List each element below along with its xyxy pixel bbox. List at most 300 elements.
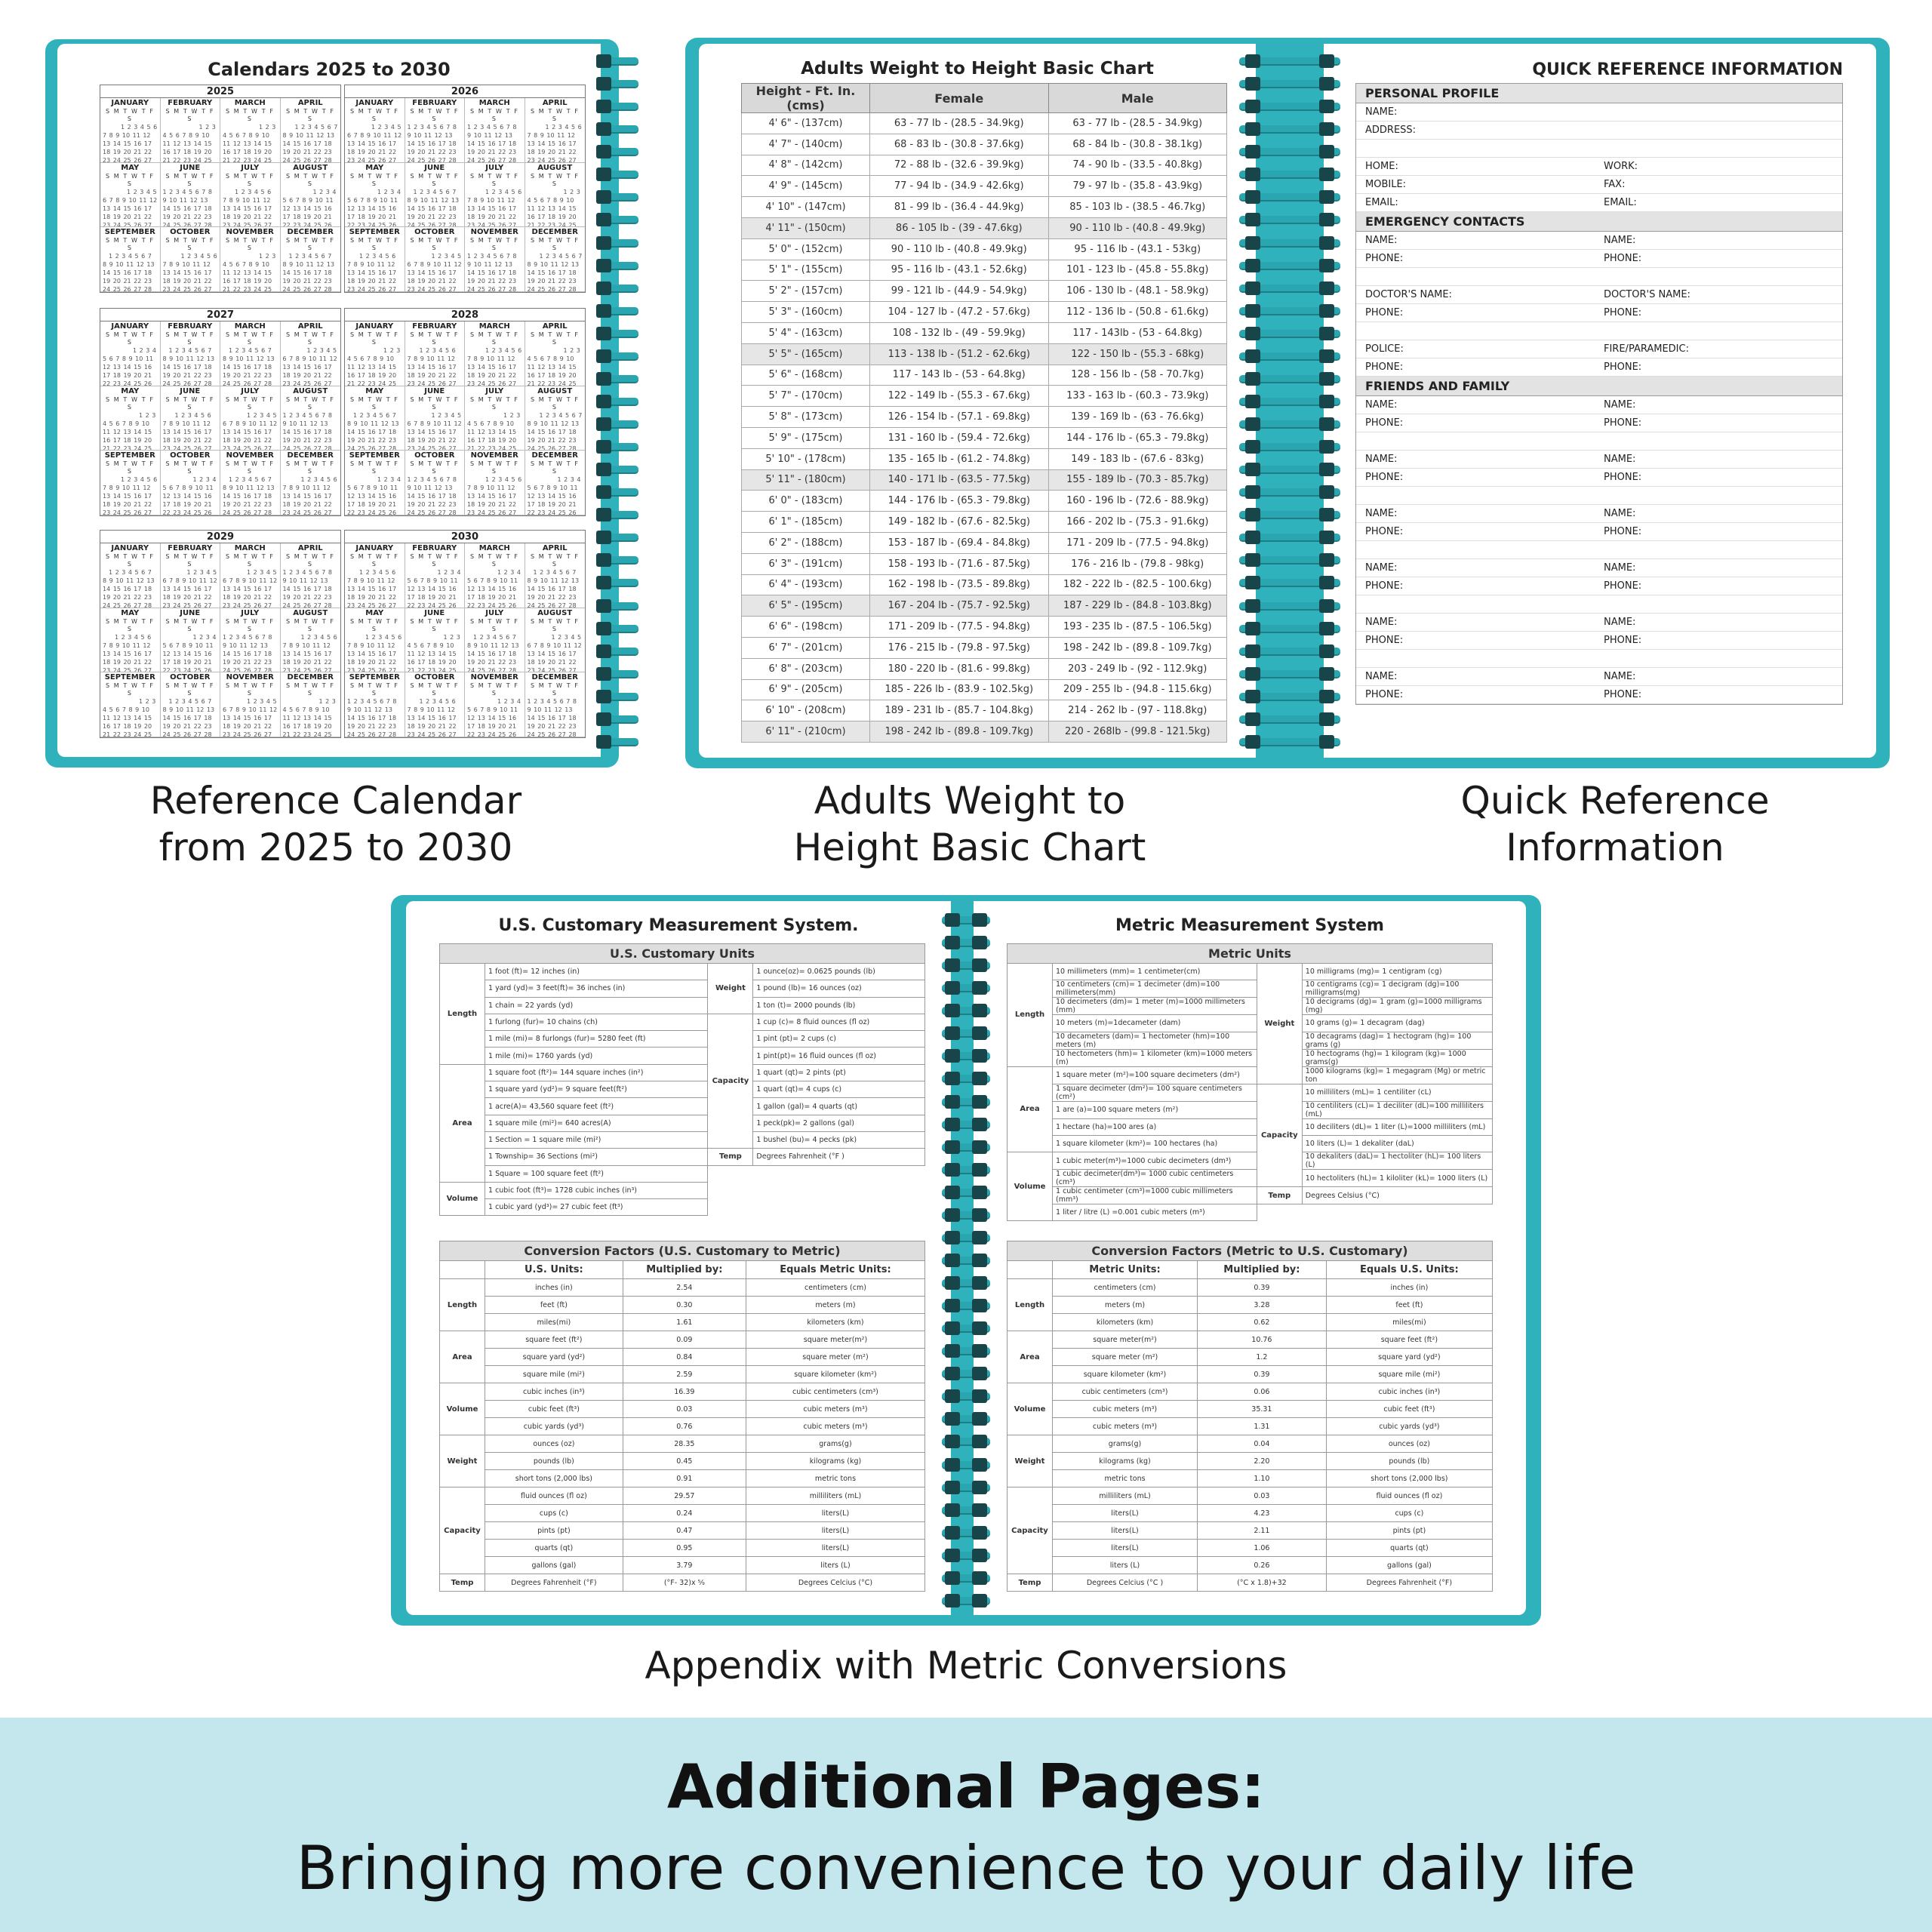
conversion-cell: cubic meters (m³): [746, 1401, 924, 1418]
unit-definition: 1 Square = 100 square feet (ft²): [485, 1165, 708, 1182]
coil-hole: [945, 1208, 960, 1222]
coil-ring: [1239, 712, 1340, 726]
month-label: FEBRUARY: [168, 322, 213, 331]
month-label: MAY: [121, 163, 140, 172]
weekday-header: S M T W T F S: [225, 237, 275, 252]
weekday-header: S M T W T F S: [410, 172, 460, 187]
table-header-row: [742, 84, 1227, 113]
coil-hole: [596, 122, 611, 136]
category-label: Weight: [1257, 964, 1302, 1084]
conversion-cell: 0.47: [623, 1522, 746, 1540]
coil-ring: [1239, 417, 1340, 431]
unit-definition: 10 decagrams (dag)= 1 hectogram (hg)= 100 grams (g): [1302, 1032, 1492, 1049]
form-row: [1356, 232, 1842, 250]
column-header: Male: [1048, 84, 1227, 113]
coil-hole: [945, 1526, 960, 1540]
month-cell: [220, 98, 281, 163]
coil-hole: [1319, 349, 1334, 363]
month-grid: [100, 98, 340, 292]
month-label: OCTOBER: [414, 673, 455, 682]
weekday-header: S M T W T F S: [105, 108, 155, 122]
table-row: [742, 197, 1227, 218]
month-label: JANUARY: [355, 322, 394, 331]
month-days: 1 2 3 4 5 6 7 8 9 10 11 12 13 14 15 16 17 18 19 20 21 22 23 24 25 26 27 28: [527, 569, 580, 608]
coil-hole: [1245, 690, 1260, 703]
month-label: OCTOBER: [170, 673, 211, 682]
coil-ring: [596, 485, 638, 499]
conversion-cell: kilograms (kg): [1053, 1453, 1198, 1470]
month-days: 1 2 3 4 5 6 7 8 9 10 11 12 13 14 15 16 17 18 19 20 21 22 23 24 25 26 27 28: [467, 253, 517, 292]
coil-hole: [945, 1004, 960, 1017]
field-label: PHONE:: [1604, 361, 1642, 373]
units-header-row: [440, 944, 925, 964]
field-label: [1356, 432, 1595, 450]
table-cell: 5' 9" - (175cm): [742, 427, 870, 448]
table-cell: 5' 2" - (157cm): [742, 281, 870, 302]
units-row: [440, 1064, 925, 1081]
conversion-cell: 0.30: [623, 1297, 746, 1314]
month-cell: [281, 608, 341, 673]
unit-definition: 10 meters (m)=1decameter (dam): [1053, 1015, 1257, 1032]
conversion-cell: miles(mi): [485, 1314, 623, 1331]
category-label: Area: [440, 1064, 485, 1182]
field-label: PHONE:: [1365, 307, 1404, 318]
month-cell: [281, 386, 341, 451]
coil-ring: [942, 936, 990, 949]
banner-heading: Additional Pages:: [666, 1752, 1266, 1822]
month-days: 1 2 3 4 5 6 7 8 9 10 11 12 13 14 15 16 17 18 19 20 21 22 23 24 25 26: [467, 569, 521, 608]
conversion-cell: 0.76: [623, 1418, 746, 1435]
conversion-cell: (°F- 32)x ⁵⁄₉: [623, 1574, 746, 1592]
conversion-cell: 0.26: [1198, 1557, 1327, 1574]
month-label: MAY: [121, 386, 140, 395]
month-days: 1 2 3 4 5 6 7 8 9 10 11 12 13 14 15 16 17 18 19 20 21 22 23 24 25 26 27: [223, 698, 278, 737]
month-days: 1 2 3 4 5 6 7 8 9 10 11 12 13 14 15 16 17 18 19 20 21 22 23 24 25 26 27 28: [527, 698, 577, 737]
quick-reference-page: [1324, 44, 1876, 758]
column-header: Height - Ft. In.(cms): [742, 84, 870, 113]
month-label: MAY: [365, 608, 384, 617]
field-label: [1595, 595, 1613, 613]
coil-hole: [1245, 712, 1260, 726]
weekday-header: S M T W T F S: [410, 395, 460, 411]
coil-hole: [1245, 213, 1260, 226]
month-days: 1 2 3 4 5 6 7 8 9 10 11 12 13 14 15 16 17 18 19 20 21 22 23 24 25 26 27 28: [223, 633, 272, 673]
table-cell: 160 - 196 lb - (72.6 - 88.9kg): [1048, 491, 1227, 512]
form-row: [1356, 505, 1842, 523]
weekday-header: S M T W T F S: [349, 395, 399, 411]
coil-hole: [596, 599, 611, 613]
month-days: 1 2 3 4 5 6 7 8 9 10 11 12 13 14 15 16 17 18 19 20 21 22 23 24 25 26 27 28: [282, 569, 333, 608]
conversion-cell: 0.95: [623, 1540, 746, 1557]
field-label: [1595, 322, 1613, 340]
coil-ring: [1239, 349, 1340, 363]
coil-hole: [945, 1412, 960, 1426]
form-row: [1356, 286, 1842, 304]
coil-hole: [596, 168, 611, 181]
table-cell: 5' 5" - (165cm): [742, 343, 870, 365]
month-days: 1 2 3 4 5 6 7 8 9 10 11 12 13 14 15 16 17 18 19 20 21 22 23 24 25 26 27: [223, 411, 278, 451]
month-days: 1 2 3 4 5 6 7 8 9 10 11 12 13 14 15 16 17 18 19 20 21 22 23 24 25 26 27: [467, 188, 522, 228]
coil-ring: [596, 122, 638, 136]
coil-ring: [596, 190, 638, 204]
unit-definition: 1 square kilometer (km²)= 100 hectares (ha): [1053, 1135, 1257, 1152]
month-days: 1 2 3 4 5 6 7 8 9 10 11 12 13 14 15 16 17 18 19 20 21 22 23 24 25 26: [347, 188, 401, 228]
form-row: [1356, 523, 1842, 541]
coil-hole: [972, 1321, 987, 1335]
month-cell: [465, 227, 525, 292]
conversion-cell: cups (c): [1326, 1505, 1492, 1522]
conversion-row: [440, 1279, 925, 1297]
unit-definition: 10 decameters (dam)= 1 hectometer (hm)=100 meters (m): [1053, 1032, 1257, 1049]
month-days: 1 2 3 4 5 6 7 8 9 10 11 12 13 14 15 16 17 18 19 20 21 22 23 24 25 26 27 28: [527, 411, 583, 451]
conversion-cell: pints (pt): [1326, 1522, 1492, 1540]
month-cell: [220, 163, 281, 228]
month-cell: [525, 98, 586, 163]
conversion-cell: square kilometer (km²): [746, 1366, 924, 1383]
section-header: FRIENDS AND FAMILY: [1356, 377, 1842, 396]
conversion-cell: meters (m): [1053, 1297, 1198, 1314]
weekday-header: S M T W T F S: [349, 682, 399, 697]
coil-hole: [596, 54, 611, 68]
table-cell: 5' 7" - (170cm): [742, 386, 870, 407]
coil-hole: [1319, 213, 1334, 226]
conversion-cell: metric tons: [1053, 1470, 1198, 1487]
conversion-cell: pounds (lb): [1326, 1453, 1492, 1470]
form-row: [1356, 358, 1842, 377]
month-cell: [345, 163, 405, 228]
coil-hole: [972, 1389, 987, 1403]
month-cell: [525, 543, 586, 608]
field-label: NAME:: [1604, 235, 1636, 246]
month-days: 1 2 3 4 5 6 7 8 9 10 11 12 13 14 15 16 17 18 19 20 21 22 23 24 25 26 27 28: [467, 633, 519, 673]
table-row: [742, 217, 1227, 238]
field-label: PHONE:: [1365, 472, 1404, 483]
unit-definition: 1 cubic centimeter (cm³)=1000 cubic millimeters (mm³): [1053, 1187, 1257, 1204]
weekday-header: S M T W T F S: [285, 395, 335, 411]
coil-hole: [1245, 463, 1260, 476]
conversion-cell: centimeters (cm): [1053, 1279, 1198, 1297]
coil-hole: [596, 236, 611, 250]
field-label: NAME:: [1604, 562, 1636, 574]
conversion-cell: liters (L): [1053, 1557, 1198, 1574]
coil-hole: [1245, 145, 1260, 158]
conversion-cell: 3.28: [1198, 1297, 1327, 1314]
conversion-cell: pints (pt): [485, 1522, 623, 1540]
field-label: NAME:: [1365, 617, 1398, 628]
month-days: 1 2 3 4 5 6 7 8 9 10 11 12 13 14 15 16 17 18 19 20 21 22 23 24 25 26 27: [223, 569, 278, 608]
conversion-row: [1008, 1297, 1493, 1314]
coil-hole: [972, 936, 987, 949]
units-row: [1008, 1015, 1493, 1032]
conversion-cell: milliliters (mL): [1053, 1487, 1198, 1505]
coil-hole: [972, 1186, 987, 1199]
form-row: [1356, 577, 1842, 595]
weekday-header: S M T W T F S: [105, 172, 155, 187]
month-cell: [525, 451, 586, 515]
month-grid: [345, 321, 585, 515]
conversion-row: [1008, 1487, 1493, 1505]
unit-definition: 1 foot (ft)= 12 inches (in): [485, 964, 708, 980]
month-cell: [465, 98, 525, 163]
weekday-header: S M T W T F S: [225, 553, 275, 568]
coil-ring: [596, 259, 638, 272]
coil-hole: [1319, 508, 1334, 521]
field-label: PHONE:: [1604, 689, 1642, 700]
coil-ring: [1239, 440, 1340, 454]
month-cell: [345, 386, 405, 451]
weekday-header: S M T W T F S: [165, 682, 215, 697]
conversion-row: [1008, 1366, 1493, 1383]
table-row: [742, 553, 1227, 574]
weekday-header: S M T W T F S: [469, 331, 519, 346]
conversion-cell: kilograms (kg): [746, 1453, 924, 1470]
conversion-cell: square feet (ft²): [485, 1331, 623, 1349]
form-row: [1356, 432, 1842, 451]
coil-hole: [596, 576, 611, 589]
conversion-row: [440, 1557, 925, 1574]
weekday-header: S M T W T F S: [410, 460, 460, 475]
coil-hole: [596, 304, 611, 318]
coil-ring: [596, 508, 638, 521]
form-row: [1356, 250, 1842, 268]
unit-definition: 1 acre(A)= 43,560 square feet (ft²): [485, 1098, 708, 1115]
coil-hole: [972, 1503, 987, 1517]
conversion-cell: Degrees Fahrenheit (°F): [485, 1574, 623, 1592]
field-label: POLICE:: [1365, 343, 1404, 355]
table-cell: 176 - 216 lb - (79.8 - 98kg): [1048, 553, 1227, 574]
form-row: [1356, 559, 1842, 577]
caption-line: Information: [1506, 826, 1724, 869]
field-label: DOCTOR'S NAME:: [1365, 289, 1452, 300]
conversion-row: [1008, 1331, 1493, 1349]
table-cell: 90 - 110 lb - (40.8 - 49.9kg): [870, 238, 1049, 260]
quickref-caption: [1370, 777, 1860, 871]
month-label: JULY: [241, 608, 260, 617]
table-cell: 5' 4" - (163cm): [742, 322, 870, 343]
table-cell: 117 - 143lb - (53 - 64.8kg): [1048, 322, 1227, 343]
unit-definition: 10 decimeters (dm)= 1 meter (m)=1000 millimeters (mm): [1053, 998, 1257, 1015]
table-cell: 108 - 132 lb - (49 - 59.9kg): [870, 322, 1049, 343]
table-cell: 6' 0" - (183cm): [742, 491, 870, 512]
column-header: Equals U.S. Units:: [1326, 1261, 1492, 1279]
month-label: JUNE: [424, 163, 445, 172]
field-label: PHONE:: [1604, 580, 1642, 592]
conversion-cell: kilometers (km): [1053, 1314, 1198, 1331]
unit-definition: 10 centiliters (cL)= 1 deciliter (dL)=100 milliliters (mL): [1302, 1101, 1492, 1118]
month-cell: [100, 543, 161, 608]
units-row: [440, 980, 925, 997]
month-label: SEPTEMBER: [104, 228, 155, 237]
coil-ring: [1239, 508, 1340, 521]
field-label: NAME:: [1604, 617, 1636, 628]
month-days: 1 2 3 4 5 6 7 8 9 10 11 12 13 14 15 16 17 18 19 20 21 22 23 24 25: [527, 188, 580, 228]
weekday-header: S M T W T F S: [165, 460, 215, 475]
unit-definition: 1 cubic foot (ft³)= 1728 cubic inches (in³): [485, 1182, 708, 1198]
month-label: MARCH: [234, 99, 266, 107]
coil-hole: [972, 1095, 987, 1109]
table-row: [742, 637, 1227, 658]
caption-line: Reference Calendar: [149, 779, 522, 823]
conversion-cell: cubic meters (m³): [1053, 1418, 1198, 1435]
coil-hole: [945, 1458, 960, 1472]
month-cell: [525, 672, 586, 737]
coil-ring: [1239, 645, 1340, 658]
coil-hole: [972, 1004, 987, 1017]
unit-definition: 10 dekaliters (daL)= 1 hectoliter (hL)= 100 liters (L): [1302, 1152, 1492, 1170]
month-cell: [161, 321, 221, 386]
form-row: [1356, 487, 1842, 505]
month-label: FEBRUARY: [412, 99, 457, 107]
month-cell: [525, 227, 586, 292]
form-row: [1356, 340, 1842, 358]
coil-hole: [1319, 485, 1334, 499]
coil-hole: [945, 1254, 960, 1267]
unit-definition: 1 square foot (ft²)= 144 square inches (in²): [485, 1064, 708, 1081]
conversion-header-row: [1008, 1241, 1493, 1261]
conversion-cell: square feet (ft²): [1326, 1331, 1492, 1349]
coil-ring: [596, 304, 638, 318]
month-days: 1 2 3 4 5 6 7 8 9 10 11 12 13 14 15 16 17 18 19 20 21 22 23 24 25 26: [103, 347, 156, 386]
conversion-cell: quarts (qt): [485, 1540, 623, 1557]
coil-hole: [972, 1412, 987, 1426]
conversion-cell: feet (ft): [1326, 1297, 1492, 1314]
conversion-cell: cubic meters (m³): [1053, 1401, 1198, 1418]
conversion-cell: cubic yards (yd³): [1326, 1418, 1492, 1435]
coil-hole: [1319, 576, 1334, 589]
units-row: [1008, 1135, 1493, 1152]
table-row: [742, 113, 1227, 134]
field-label: PHONE:: [1365, 417, 1404, 429]
unit-definition: 1 square meter (m²)=100 square decimeters (dm²): [1053, 1066, 1257, 1084]
weekday-header: S M T W T F S: [285, 682, 335, 697]
units-row: [1008, 1101, 1493, 1118]
coil-hole: [1245, 667, 1260, 681]
month-cell: [161, 543, 221, 608]
coil-hole: [945, 1049, 960, 1063]
coil-hole: [1245, 100, 1260, 113]
month-days: 1 2 3 4 5 6 7 8 9 10 11 12 13 14 15 16 17 18 19 20 21 22 23 24 25 26: [162, 476, 217, 515]
units-row: [440, 1165, 925, 1182]
category-label: Temp: [1257, 1187, 1302, 1204]
conversion-cell: liters(L): [1053, 1522, 1198, 1540]
coil-ring: [942, 1549, 990, 1562]
month-days: 1 2 3 4 5 6 7 8 9 10 11 12 13 14 15 16 17 18 19 20 21 22 23 24 25 26 27: [282, 633, 337, 673]
month-label: JUNE: [180, 608, 201, 617]
month-days: 1 2 3 4 5 6 7 8 9 10 11 12 13 14 15 16 17 18 19 20 21 22 23 24 25 26 27 28: [162, 698, 215, 737]
month-grid: [345, 98, 585, 292]
coil-hole: [972, 1549, 987, 1562]
table-row: [742, 386, 1227, 407]
coil-ring: [942, 1594, 990, 1607]
month-days: 1 2 3 4 5 6 7 8 9 10 11 12 13 14 15 16 17 18 19 20 21 22 23 24 25: [223, 124, 276, 163]
month-cell: [405, 608, 466, 673]
unit-definition: 1 bushel (bu)= 4 pecks (pk): [753, 1131, 925, 1148]
month-days: 1 2 3 4 5 6 7 8 9 10 11 12 13 14 15 16 17 18 19 20 21 22 23 24 25 26 27 28: [223, 347, 275, 386]
coil-hole: [945, 913, 960, 927]
table-cell: 6' 3" - (191cm): [742, 553, 870, 574]
weekday-header: S M T W T F S: [530, 172, 580, 187]
coil-ring: [1239, 395, 1340, 408]
coil-ring: [1239, 213, 1340, 226]
coil-hole: [1319, 645, 1334, 658]
table-cell: 5' 3" - (160cm): [742, 302, 870, 323]
calendar-caption: [91, 777, 581, 871]
unit-definition: 1000 kilograms (kg)= 1 megagram (Mg) or metric ton: [1302, 1066, 1492, 1084]
month-days: 1 2 3 4 5 6 7 8 9 10 11 12 13 14 15 16 17 18 19 20 21 22 23 24 25 26 27 28: [407, 124, 457, 163]
form-row: [1356, 469, 1842, 487]
coil-ring: [596, 553, 638, 567]
metric-page-title: Metric Measurement System: [1115, 916, 1384, 935]
coil-ring: [942, 1458, 990, 1472]
month-cell: [465, 163, 525, 228]
month-label: APRIL: [542, 322, 568, 331]
coil-ring: [1239, 485, 1340, 499]
year-label: 2029: [100, 531, 340, 543]
unit-definition: 1 pint (pt)= 2 cups (c): [753, 1031, 925, 1048]
month-cell: [100, 163, 161, 228]
coil-ring: [942, 1095, 990, 1109]
table-cell: 5' 6" - (168cm): [742, 365, 870, 386]
category-label: Area: [440, 1331, 485, 1383]
coil-ring: [942, 1299, 990, 1312]
table-cell: 79 - 97 lb - (35.8 - 43.9kg): [1048, 176, 1227, 197]
conversion-cell: 35.31: [1198, 1401, 1327, 1418]
month-days: 1 2 3 4 5 6 7 8 9 10 11 12 13 14 15 16 17 18 19 20 21 22 23 24 25 26 27: [162, 253, 217, 292]
coil-hole: [945, 1389, 960, 1403]
coil-ring: [596, 576, 638, 589]
year-label: 2030: [345, 531, 585, 543]
table-cell: 162 - 198 lb - (73.5 - 89.8kg): [870, 574, 1049, 595]
conversion-row: [440, 1331, 925, 1349]
month-days: 1 2 3 4 5 6 7 8 9 10 11 12 13 14 15 16 17 18 19 20 21 22 23 24 25 26 27 28: [347, 698, 397, 737]
table-cell: 187 - 229 lb - (84.8 - 103.8kg): [1048, 595, 1227, 617]
weekday-header: S M T W T F S: [165, 395, 215, 411]
unit-definition: Degrees Celsius (°C): [1302, 1187, 1492, 1204]
coil-ring: [942, 1276, 990, 1290]
conversion-cell: 3.79: [623, 1557, 746, 1574]
us-conversion-table: [439, 1241, 925, 1592]
field-label: [1356, 650, 1595, 667]
coil-hole: [1245, 485, 1260, 499]
unit-definition: 1 cubic meter(m³)=1000 cubic decimeters (dm³): [1053, 1152, 1257, 1170]
coil-hole: [972, 1571, 987, 1585]
unit-definition: 1 cubic decimeter(dm³)= 1000 cubic centimeters (cm³): [1053, 1170, 1257, 1187]
coil-hole: [596, 372, 611, 386]
units-row: [440, 1048, 925, 1064]
unit-definition: 1 mile (mi)= 8 furlongs (fur)= 5280 feet (ft): [485, 1031, 708, 1048]
month-cell: [465, 451, 525, 515]
calendar-year: [344, 530, 586, 738]
coil-hole: [945, 1118, 960, 1131]
coil-hole: [945, 1367, 960, 1380]
month-days: 1 2 3 4 5 6 7 8 9 10 11 12 13 14 15 16 17 18 19 20 21 22 23 24 25 26 27: [347, 124, 402, 163]
coil-hole: [972, 1594, 987, 1607]
conversion-cell: 1.31: [1198, 1418, 1327, 1435]
field-label: PHONE:: [1365, 361, 1404, 373]
conversion-cell: pounds (lb): [485, 1453, 623, 1470]
coil-ring: [596, 145, 638, 158]
weight-chart-page: [699, 44, 1256, 758]
month-cell: [345, 608, 405, 673]
month-days: 1 2 3 4 5 6 7 8 9 10 11 12 13 14 15 16 17 18 19 20 21 22 23 24 25 26 27 28: [407, 188, 460, 228]
coil-hole: [596, 100, 611, 113]
column-header: Equals Metric Units:: [746, 1261, 924, 1279]
month-cell: [161, 386, 221, 451]
table-cell: 77 - 94 lb - (34.9 - 42.6kg): [870, 176, 1049, 197]
field-label: [1595, 122, 1613, 139]
coil-hole: [596, 735, 611, 749]
coil-ring: [596, 100, 638, 113]
